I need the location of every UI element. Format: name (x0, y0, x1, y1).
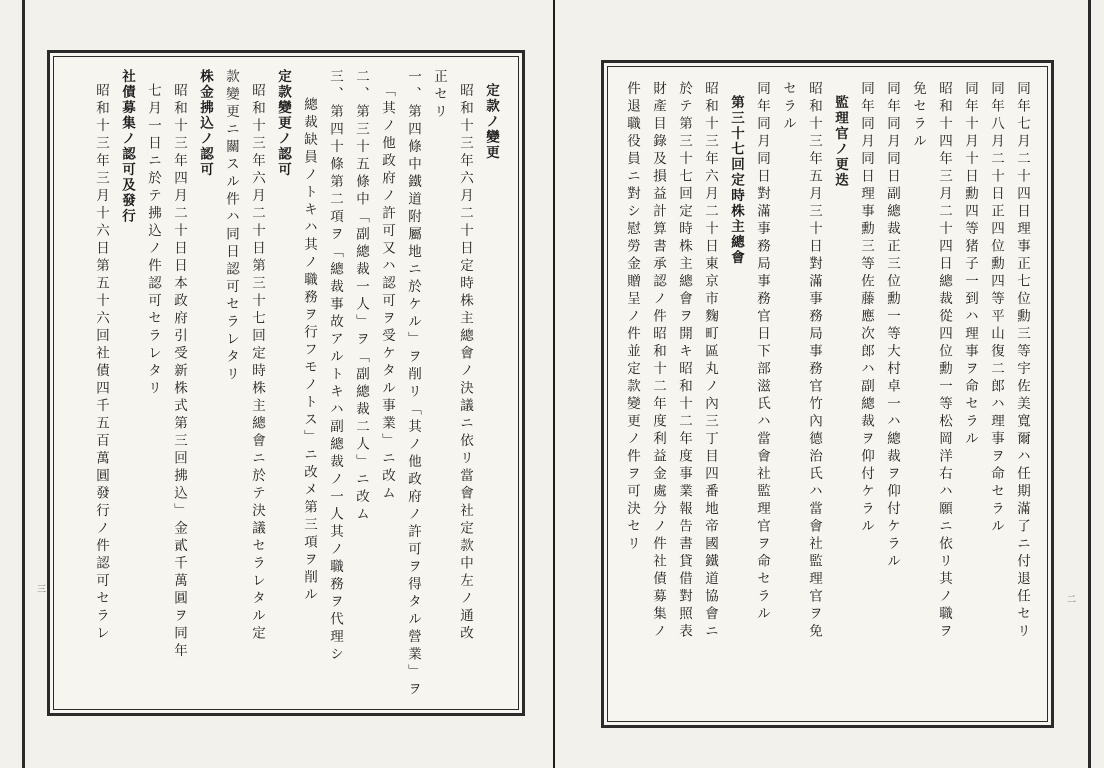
left-page-folio: 三 (35, 584, 45, 593)
right-page-text (619, 81, 1035, 711)
text-column: 昭和十三年五月三十日對滿事務局事務官竹內德治氏ハ當會社監理官ヲ免 (806, 81, 822, 641)
text-column: 二、第三十五條中「副總裁一人」ヲ「副總裁二人」ニ改ム (353, 69, 369, 524)
left-page-edge (22, 0, 25, 768)
text-column: 昭和十三年六月二十日定時株主總會ノ決議ニ依リ當會社定款中左ノ通改 (457, 83, 473, 643)
text-column: セラル (780, 81, 796, 134)
right-page-folio: 二 (1065, 594, 1075, 603)
text-column: 七月一日ニ於テ拂込ノ件認可セラレタリ (145, 83, 161, 398)
text-column: 昭和十三年四月二十日日本政府引受新株式第三回拂込」金貳千萬圓ヲ同年 (171, 83, 187, 661)
right-page-edge (1088, 0, 1091, 768)
text-column: 同年同月同日對滿事務局事務官日下部滋氏ハ當會社監理官ヲ命セラル (754, 81, 770, 624)
text-column: 財產目錄及損益計算書承認ノ件昭和十二年度利益金處分ノ件社債募集ノ (650, 81, 666, 641)
text-column: 同年同月同日副總裁正三位勳一等大村卓一ハ總裁ヲ仰付ケラル (884, 81, 900, 571)
text-column: 款變更ニ關スル件ハ同日認可セラレタリ (223, 69, 239, 384)
text-column: 昭和十三年六月二十日東京市麴町區丸ノ內三丁目四番地帝國鐵道協會ニ (702, 81, 718, 641)
text-column: 同年同月同日理事勳三等佐藤應次郎ハ副總裁ヲ仰付ケラル (858, 81, 874, 536)
text-column: 同年八月二十日正四位勳四等平山復二郎ハ理事ヲ命セラル (988, 81, 1004, 536)
right-page-frame (601, 60, 1054, 728)
section-heading: 社債募集ノ認可及發行 (119, 69, 135, 224)
text-column: 於テ第三十七回定時株主總會ヲ開キ昭和十二年度事業報告書貸借對照表 (676, 81, 692, 641)
text-column: 昭和十四年三月二十四日總裁從四位勳一等松岡洋右ハ願ニ依リ其ノ職ヲ (936, 81, 952, 641)
text-column: 總裁缺員ノトキハ其ノ職務ヲ行フモノトス」ニ改メ第三項ヲ削ル (301, 97, 317, 605)
text-column: 件退職役員ニ對シ慰勞金贈呈ノ件並定款變更ノ件ヲ可決セリ (624, 81, 640, 554)
section-heading: 第三十七回定時株主總會 (728, 95, 744, 266)
text-column: 正セリ (431, 69, 447, 122)
text-column: 一、第四條中鐵道附屬地ニ於ケル」ヲ削リ「其ノ他政府ノ許可ヲ得タル營業」ヲ (405, 69, 421, 699)
text-column: 免セラル (910, 81, 926, 151)
text-column: 同年七月二十四日理事正七位勳三等宇佐美寬爾ハ任期滿了ニ付退任セリ (1014, 81, 1030, 641)
text-column: 同年十月十日勳四等猪子一到ハ理事ヲ命セラル (962, 81, 978, 449)
section-heading: 株金拂込ノ認可 (197, 69, 213, 178)
book-fold (553, 0, 555, 768)
left-page-frame (47, 50, 525, 716)
left-page-text (88, 69, 504, 699)
text-column: 昭和十三年六月二十日第三十七回定時株主總會ニ於テ決議セラレタル定 (249, 83, 265, 643)
section-heading: 定款變更ノ認可 (275, 69, 291, 178)
section-heading: 定款ノ變更 (483, 83, 499, 161)
section-heading: 監理官ノ更迭 (832, 95, 848, 188)
text-column: 三、第四十條第二項ヲ「總裁事故アルトキハ副總裁ノ一人其ノ職務ヲ代理シ (327, 69, 343, 664)
text-column: 「其ノ他政府ノ許可又ハ認可ヲ受ケタル事業」ニ改ム (379, 83, 395, 503)
text-column: 昭和十三年三月十六日第五十六回社債四千五百萬圓發行ノ件認可セラレ (93, 83, 109, 643)
